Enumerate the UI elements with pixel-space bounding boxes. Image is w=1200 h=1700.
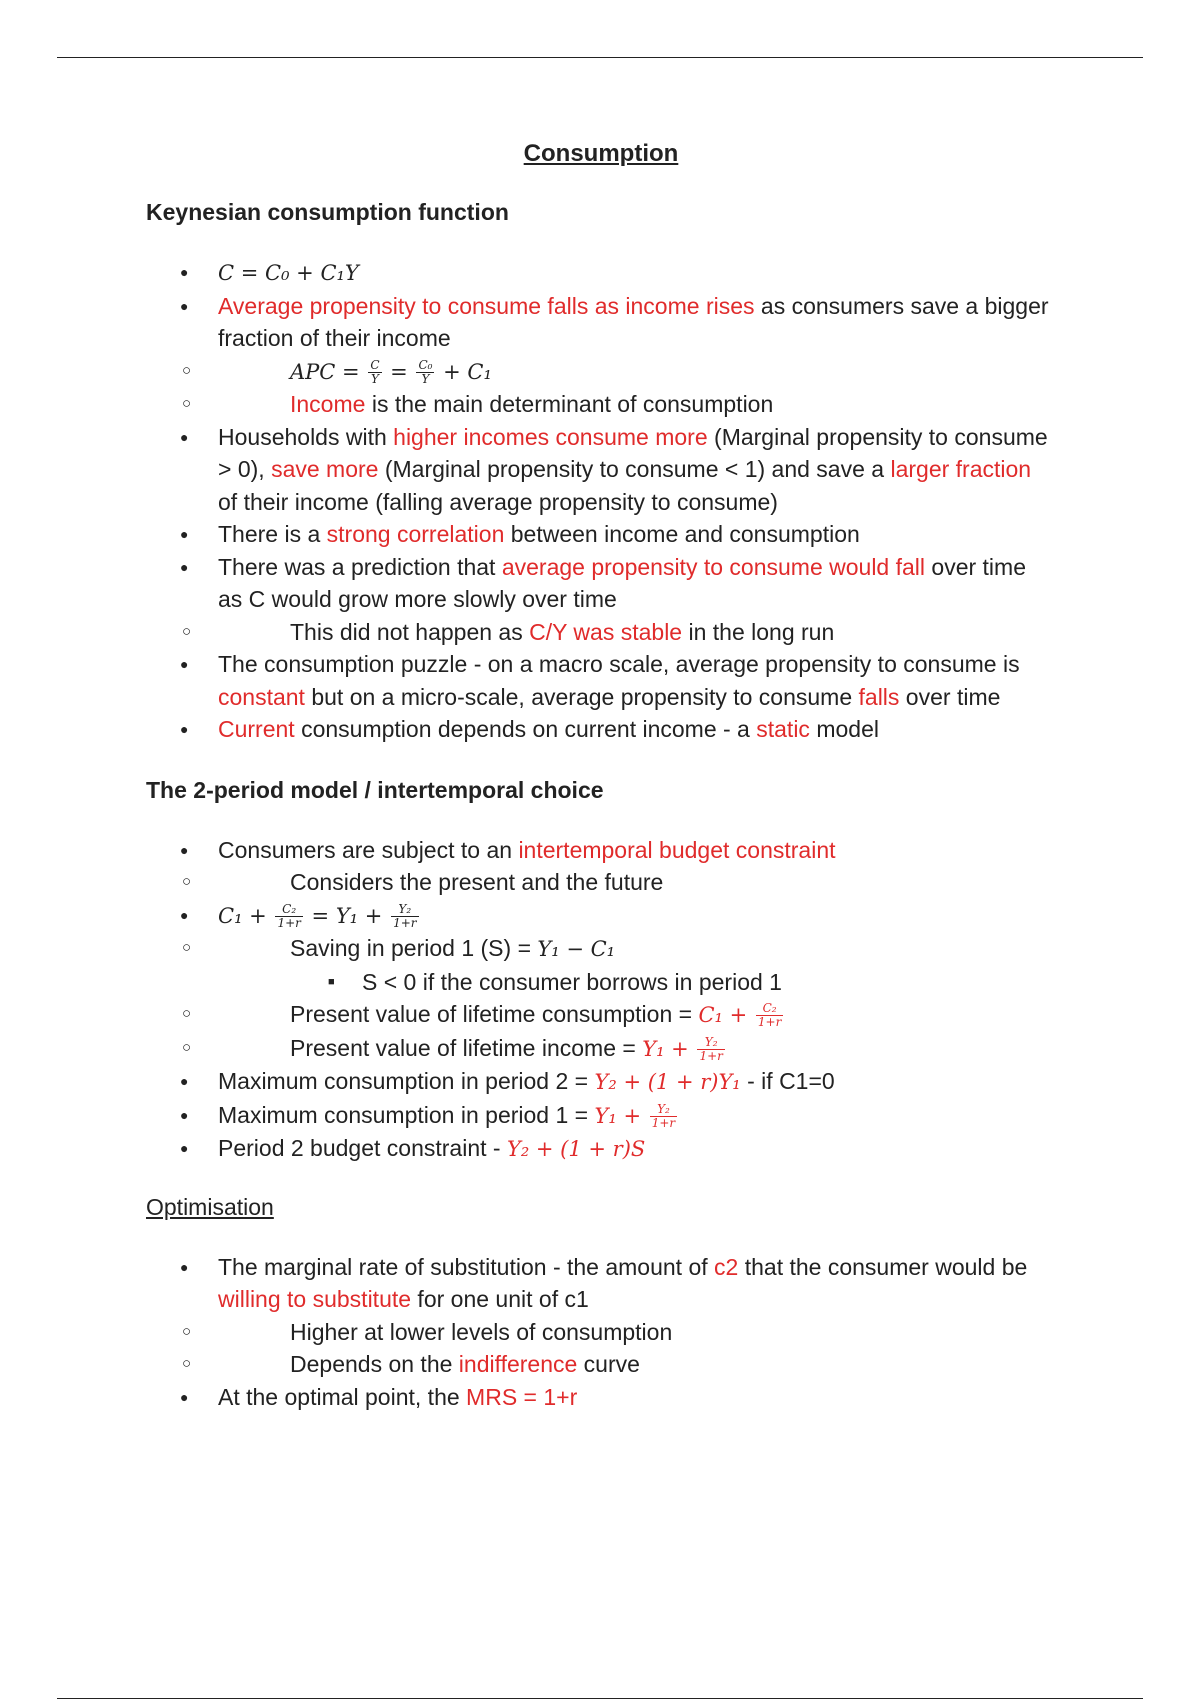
list-item: ● The consumption puzzle - on a macro scale, average propensity to consume is constant but on a micro-scale, average propensity to consume falls over time (146, 648, 1056, 713)
list-item: ● Consumers are subject to an intertemporal budget constraint ○ Considers the present and the future (146, 834, 1056, 899)
list-item: ● The marginal rate of substitution - the amount of c2 that the consumer would be willing to substitute for one unit of c1 ○ Higher at lower levels of consumption ○ Depends on the indifference curve (146, 1251, 1056, 1381)
list-two-period (146, 834, 1056, 1166)
list-item: ○ Depends on the indifference curve (146, 1348, 1056, 1381)
heading-keynesian: Keynesian consumption function (146, 199, 509, 225)
list-item: ● C₁ + $\frac{\text{C₂}}{1+r}$ = Y₁ + $\frac{\text{Y₂}}{1+r}$ ○ Saving in period 1 (S) = Y₁ − C₁ ■ S < 0 if the consumer borrows in period 1 ○ Present value of lifetime consumption = C₁ + $\frac{\text{C₂}}{1+r}$ ○ Present value of lifetime income = Y₁ + $\frac{\text{Y₂}}{1+r}$ (146, 899, 1056, 1066)
list-item: ● C = C₀ + C₁Y (146, 256, 1056, 290)
list-item: ● There is a strong correlation between income and consumption (146, 518, 1056, 551)
list-item: ○ Income is the main determinant of consumption (146, 388, 1056, 421)
list-item: ○ APC = $\frac{C}{Y}$ = $\frac{\text{C₀}}{Y}$ + C₁ (146, 355, 1056, 389)
list-item: ○ Saving in period 1 (S) = Y₁ − C₁ ■ S < 0 if the consumer borrows in period 1 (146, 932, 1056, 998)
list-item: ● There was a prediction that average propensity to consume would fall over time as C would grow more slowly over time ○ This did not happen as C/Y was stable in the long run (146, 551, 1056, 649)
list-item: ○ Present value of lifetime consumption = C₁ + $\frac{\text{C₂}}{1+r}$ (146, 998, 1056, 1032)
list-item: ○ Higher at lower levels of consumption (146, 1316, 1056, 1349)
list-optimisation (146, 1251, 1056, 1414)
list-item: ● Households with higher incomes consume more (Marginal propensity to consume > 0), save more (Marginal propensity to consume < 1) and save a larger fraction of their income (falling average propensity to consume) (146, 421, 1056, 519)
list-item: ○ Considers the present and the future (146, 866, 1056, 899)
list-item: ■ S < 0 if the consumer borrows in period 1 (146, 966, 1056, 999)
bottom-rule (57, 1698, 1143, 1699)
list-item: ● Current consumption depends on current income - a static model (146, 713, 1056, 746)
list-item: ● Average propensity to consume falls as income rises as consumers save a bigger fraction of their income ○ APC = $\frac{C}{Y}$ = $\frac{\text{C₀}}{Y}$ + C₁ ○ Income is the main determinant of consumption (146, 290, 1056, 421)
top-rule (57, 57, 1143, 58)
list-item: ● Maximum consumption in period 2 = Y₂ + (1 + r)Y₁ - if C1=0 (146, 1065, 1056, 1099)
list-keynesian (146, 256, 1056, 746)
list-item: ○ This did not happen as C/Y was stable in the long run (146, 616, 1056, 649)
heading-optimisation: Optimisation (146, 1193, 274, 1220)
list-item: ● At the optimal point, the MRS = 1+r (146, 1381, 1056, 1414)
heading-two-period: The 2-period model / intertemporal choice (146, 776, 604, 803)
page-title: Consumption (523, 140, 679, 167)
list-item: ○ Present value of lifetime income = Y₁ + $\frac{\text{Y₂}}{1+r}$ (146, 1032, 1056, 1066)
list-item: ● Period 2 budget constraint - Y₂ + (1 + r)S (146, 1132, 1056, 1166)
list-item: ● Maximum consumption in period 1 = Y₁ + $\frac{\text{Y₂}}{1+r}$ (146, 1099, 1056, 1133)
document-body (146, 140, 1056, 1413)
